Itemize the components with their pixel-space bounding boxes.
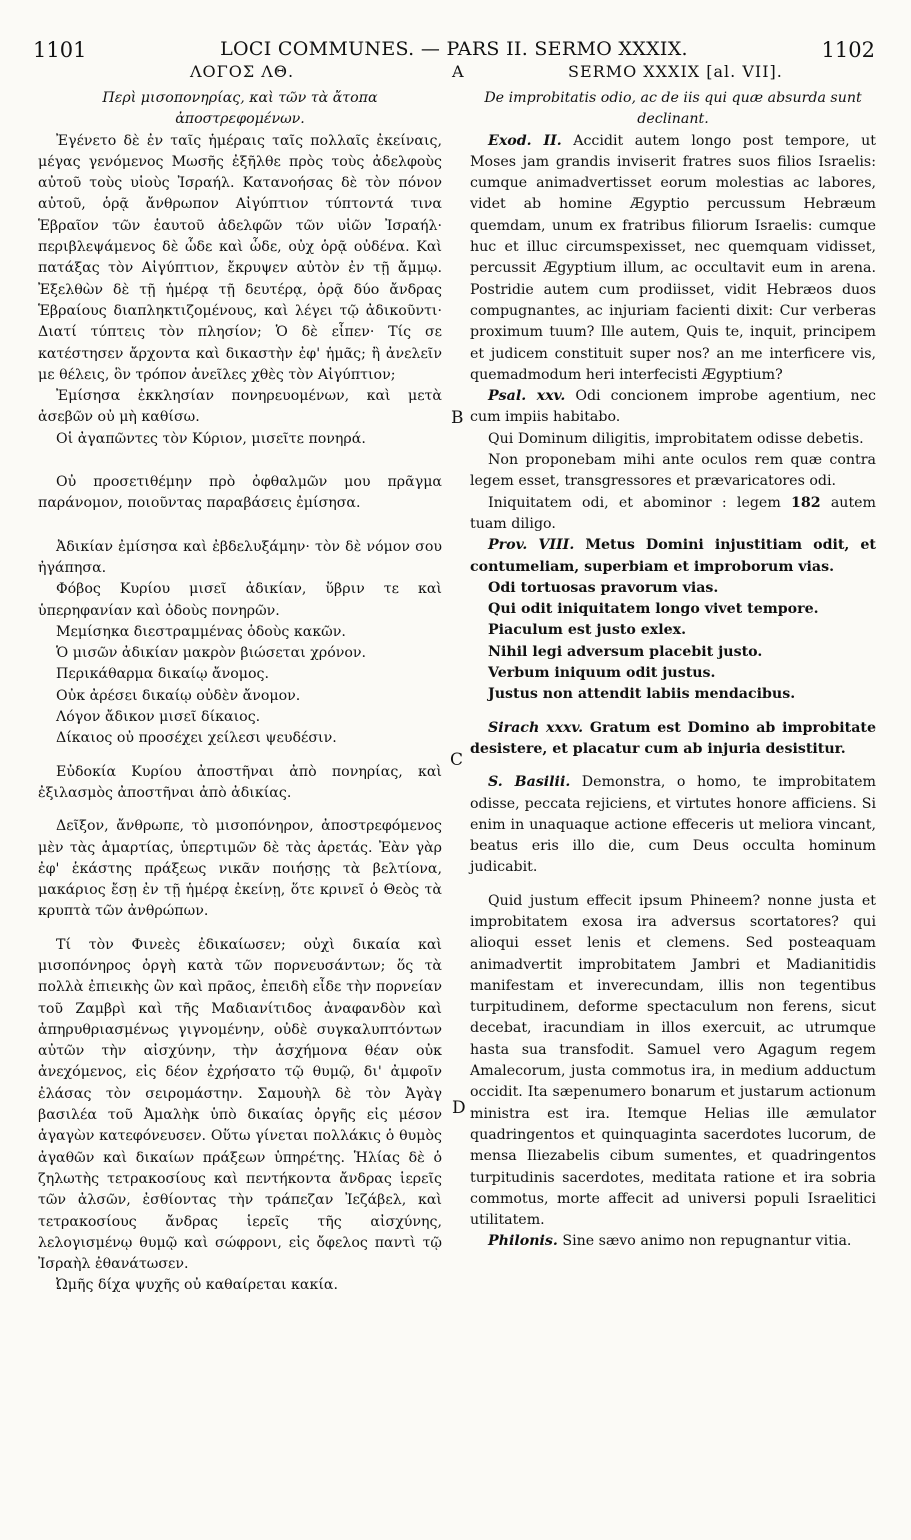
- greek-line: Λόγον ἄδικον μισεῖ δίκαιος.: [56, 709, 261, 726]
- greek-paragraph: Ἐγένετο δὲ ἐν ταῖς ἡμέραις ταῖς πολλαῖς ἐκείναις, μέγας γενόμενος Μωσῆς ἐξῆλθε πρὸς τοὺς ἀδελφοὺς αὐτοῦ τοὺς υἱοὺς Ἰσραήλ. Κατανοήσας δὲ τὸν πόνον αὐτοῦ, ὁρᾷ ἄνθρωπον Αἰγύπτιον τύπτοντά τινα Ἑβραῖον τῶν ἑαυτοῦ ἀδελφῶν τῶν υἱῶν Ἰσραήλ· περιβλεψάμενος δὲ ὧδε καὶ ὧδε, οὐχ ὁρᾷ οὐδένα. Καὶ πατάξας τὸν Αἰγύπτιον, ἔκρυψεν αὐτὸν ἐν τῇ ἄμμῳ. Ἐξελθὼν δὲ τῇ ἡμέρᾳ τῇ δευτέρᾳ, ὁρᾷ δύο ἄνδρας Ἑβραίους διαπληκτιζομένους, καὶ λέγει τῷ ἀδικοῦντι· Διατί τύπτεις τὸν πλησίον; Ὁ δὲ εἶπεν· Τίς σε κατέστησεν ἄρχοντα καὶ δικαστὴν ἐφ' ἡμᾶς; ἢ ἀνελεῖν με θέλεις, ὃν τρόπον ἀνεῖλες χθὲς τὸν Αἰγύπτιον;: [38, 132, 442, 383]
- latin-paragraph: Psal. xxv. Odi concionem improbe agentium, nec cum impiis habitabo.: [470, 388, 876, 426]
- citation: Exod. II.: [488, 132, 562, 149]
- latin-paragraph: Prov. VIII. Metus Domini injustitiam odit, et contumeliam, superbiam et improborum vias.: [470, 537, 876, 575]
- greek-paragraph: Δεῖξον, ἄνθρωπε, τὸ μισοπόνηρον, ἀποστρεφόμενος μὲν τὰς ἁμαρτίας, ὑπερτιμῶν δὲ τὰς ἀρετάς. Ἐὰν γὰρ ἐφ' ἑκάστης πράξεως νικᾶν ποιήσῃς τὰ βελτίονα, μακάριος ἔσῃ ἐν τῇ ἡμέρᾳ ἐκείνῃ, ὅτε κρινεῖ ὁ Θεὸς τὰ κρυπτὰ τῶν ἀνθρώπων.: [38, 818, 442, 920]
- latin-paragraph: Quid justum effecit ipsum Phineem? nonne justa et improbitatem exosa ira adversus scortatores? qui alioqui esset lenis et clemens. Sed posteaquam animadvertit improbitatem Jambri et Madianitidis manifestam et inverecundam, illis non tegentibus turpitudinem, deforme spectaculum non ferens, sicut decebat, iracundiam in illos exercuit, ac utrumque hasta sua transfodit. Samuel vero Agagum regem Amalecorum, justa commotus ira, in medium adductum occidit. Ita sæpenumero bonarum et justarum actionum ministra est ira. Itemque Helias ille æmulator quadringentos et quinquaginta sacerdotes lucorum, de mensa Iliezabelis cibum sumentes, et quadringentos turpitudinis sacerdotes, meditata ratione et ira sobria commotus, morte affecit ad universi populi Israelitici utilitatem.: [470, 892, 876, 1229]
- greek-column: [38, 88, 442, 1297]
- column-marker-a: A: [452, 62, 465, 81]
- column-marker-c: C: [450, 750, 464, 770]
- latin-paragraph: Exod. II. Accidit autem longo post tempore, ut Moses jam grandis inviserit fratres suos filios Israelis: cumque animadvertisset eorum molestias ac labores, videt ab homine Ægyptio percussum Hebræum quemdam, unum ex fratribus filiorum Israelis: cumque huc et illuc circumspexisset, nec quemquam vidisset, percussit Ægyptium illum, ac occultavit eum in arena. Postridie autem cum prodiisset, vidit Hebræos duos compugnantes, ac injuriam facienti dixit: Cur verberas proximum tuum? Ille autem, Quis te, inquit, principem et judicem constituit super nos? an me interficere vis, quemadmodum heri interfecisti Ægyptium?: [470, 132, 876, 383]
- margin-number: 182: [791, 494, 821, 511]
- running-title: LOCI COMMUNES. — PARS II. SERMO XXXIX.: [220, 38, 688, 60]
- latin-paragraph: S. Basilii. Demonstra, o homo, te improbitatem odisse, peccata rejiciens, et virtutes honore afficiens. Si enim in unaquaque actione effeceris ut meliora vincant, beatus eris illo die, cum Deus occulta hominum judicabit.: [470, 774, 876, 876]
- citation: Sirach xxxv.: [488, 719, 584, 736]
- page-header: [33, 38, 875, 64]
- column-marker-b: B: [451, 408, 464, 428]
- latin-line: Nihil legi adversum placebit justo.: [488, 643, 763, 660]
- greek-paragraph: Οἱ ἀγαπῶντες τὸν Κύριον, μισεῖτε πονηρά.: [56, 430, 366, 447]
- greek-paragraph: Ἐμίσησα ἐκκλησίαν πονηρευομένων, καὶ μετὰ ἀσεβῶν οὐ μὴ καθίσω.: [38, 388, 442, 426]
- greek-paragraph: Εὐδοκία Κυρίου ἀποστῆναι ἀπὸ πονηρίας, καὶ ἐξιλασμὸς ἀποστῆναι ἀπὸ ἀδικίας.: [38, 763, 442, 801]
- citation: Prov. VIII.: [488, 537, 575, 554]
- greek-paragraph: Φόβος Κυρίου μισεῖ ἀδικίαν, ὕβριν τε καὶ ὑπερηφανίαν καὶ ὁδοὺς πονηρῶν.: [38, 581, 442, 619]
- page-number-right: 1102: [821, 38, 875, 62]
- latin-line: Odi tortuosas pravorum vias.: [488, 579, 719, 596]
- latin-paragraph: Sirach xxxv. Gratum est Domino ab improbitate desistere, et placatur cum ab injuria desistitur.: [470, 719, 876, 757]
- greek-line: Ὁ μισῶν ἀδικίαν μακρὸν βιώσεται χρόνον.: [56, 645, 367, 662]
- latin-paragraph: Iniquitatem odi, et abominor : legem 182 autem tuam diligo.: [470, 494, 876, 532]
- greek-paragraph: Ἀδικίαν ἐμίσησα καὶ ἐβδελυξάμην· τὸν δὲ νόμον σου ἠγάπησα.: [38, 538, 442, 576]
- citation: Philonis.: [488, 1233, 558, 1250]
- latin-section-heading: SERMO XXXIX [al. VII].: [568, 62, 783, 81]
- latin-line: Qui odit iniquitatem longo vivet tempore.: [488, 601, 819, 618]
- greek-line: Περικάθαρμα δικαίῳ ἄνομος.: [56, 666, 270, 683]
- greek-line: Οὐκ ἀρέσει δικαίῳ οὐδὲν ἄνομον.: [56, 687, 301, 704]
- greek-line: Μεμίσηκα διεστραμμένας ὁδοὺς κακῶν.: [56, 623, 346, 640]
- column-marker-d: D: [452, 1098, 466, 1118]
- greek-paragraph: Ὠμῆς δίχα ψυχῆς οὐ καθαίρεται κακία.: [56, 1277, 339, 1294]
- latin-title: De improbitatis odio, ac de iis qui quæ absurda sunt declinant.: [484, 90, 862, 128]
- greek-line: Δίκαιος οὐ προσέχει χείλεσι ψευδέσιν.: [56, 730, 337, 747]
- latin-paragraph: Non proponebam mihi ante oculos rem quæ contra legem esset, transgressores et prævaricatores odi.: [470, 452, 876, 490]
- latin-line: Piaculum est justo exlex.: [488, 622, 687, 639]
- latin-line: Verbum iniquum odit justus.: [488, 665, 716, 682]
- greek-paragraph: Τί τὸν Φινεὲς ἐδικαίωσεν; οὐχὶ δικαία καὶ μισοπόνηρος ὀργὴ κατὰ τῶν πορνευσάντων; ὅς τὰ πολλὰ ἐπιεικὴς ὢν καὶ πρᾶος, ἐπειδὴ εἶδε τὴν πορνείαν τοῦ Ζαμβρὶ καὶ τῆς Μαδιανίτιδος ἀναφανδὸν καὶ ἀπηρυθριασμένως γιγνομένην, οὐδὲ συγκαλυπτόντων αὐτῶν τὴν αἰσχύνην, τὴν ἀσχήμονα θέαν οὐκ ἀνεχόμενος, εἰς δέον ἐχρήσατο τῷ θυμῷ, δι' ἀμφοῖν ἐλάσας τὸν σειρομάστην. Σαμουὴλ δὲ τὸν Ἀγὰγ βασιλέα τοῦ Ἀμαλὴκ ὑπὸ δικαίας ὀργῆς εἰς μέσον ἀγαγὼν κατεφόνευσεν. Οὕτω γίνεται πολλάκις ὁ θυμὸς ἀγαθῶν καὶ δικαίων πράξεων ὑπηρέτης. Ἡλίας δὲ ὁ ζηλωτὴς τετρακοσίους καὶ πεντήκοντα ἄνδρας ἱερεῖς τῶν ἀλσῶν, ἐσθίοντας τὴν τράπεζαν Ἰεζάβελ, καὶ τετρακοσίους ἄνδρας ἱερεῖς τῆς αἰσχύνης, λελογισμένῳ θυμῷ καὶ σώφρονι, εἰς ὄφελος παντὶ τῷ Ἰσραὴλ ἐθανάτωσεν.: [38, 936, 442, 1273]
- greek-paragraph: Οὐ προσετιθέμην πρὸ ὀφθαλμῶν μου πρᾶγμα παράνομον, ποιοῦντας παραβάσεις ἐμίσησα.: [38, 474, 442, 512]
- page-number-left: 1101: [33, 38, 87, 62]
- citation: Psal. xxv.: [488, 388, 566, 405]
- latin-line: Justus non attendit labiis mendacibus.: [488, 686, 796, 703]
- latin-paragraph: Qui Dominum diligitis, improbitatem odisse debetis.: [488, 430, 864, 447]
- latin-paragraph: Philonis. Sine sævo animo non repugnantur vitia.: [488, 1233, 852, 1250]
- greek-section-heading: ΛΟΓΟΣ ΛΘ.: [190, 62, 295, 81]
- greek-title: Περὶ μισοπονηρίας, καὶ τῶν τὰ ἄτοπα ἀποστρεφομένων.: [102, 90, 378, 128]
- citation: S. Basilii.: [488, 774, 571, 791]
- latin-column: [470, 88, 876, 1253]
